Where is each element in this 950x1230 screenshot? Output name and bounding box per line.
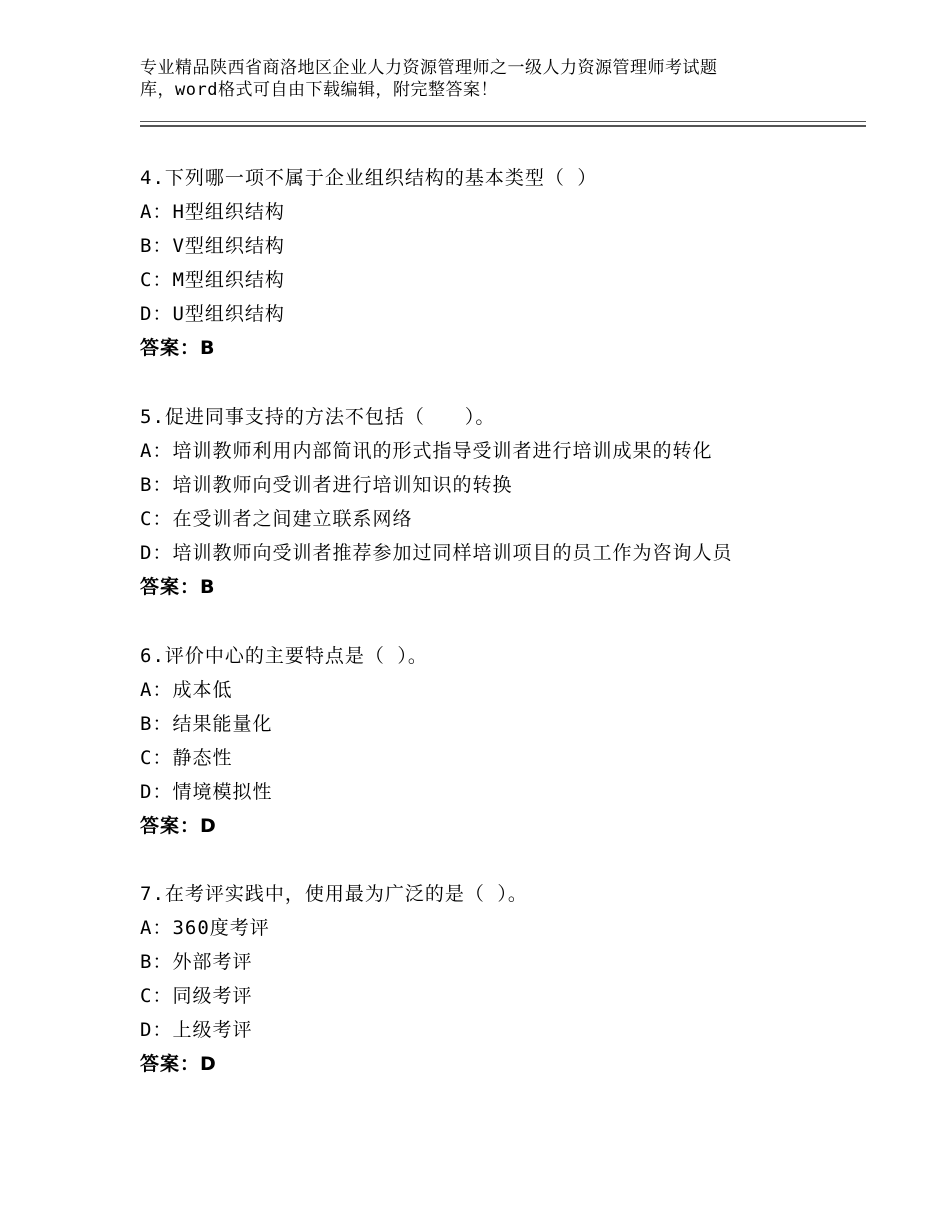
- answer-label: 答案：D: [140, 815, 217, 837]
- document-header: [140, 57, 840, 101]
- question-stem: 6.评价中心的主要特点是（ ）。: [140, 645, 428, 667]
- option-d: D：培训教师向受训者推荐参加过同样培训项目的员工作为咨询人员: [140, 542, 733, 564]
- option-d: D：情境模拟性: [140, 781, 273, 803]
- question-block-7: [140, 877, 880, 1081]
- option-c: C：静态性: [140, 747, 233, 769]
- option-a: A：H型组织结构: [140, 201, 285, 223]
- option-b: B：培训教师向受训者进行培训知识的转换: [140, 474, 513, 496]
- option-a: A：培训教师利用内部简讯的形式指导受训者进行培训成果的转化: [140, 440, 713, 462]
- option-c: C：在受训者之间建立联系网络: [140, 508, 413, 530]
- header-divider-thin: [140, 121, 866, 122]
- option-b: B：结果能量化: [140, 713, 273, 735]
- option-b: B：外部考评: [140, 951, 253, 973]
- question-stem: 4.下列哪一项不属于企业组织结构的基本类型（ ）: [140, 167, 598, 189]
- option-a: A：成本低: [140, 679, 233, 701]
- header-divider-thick: [140, 125, 866, 127]
- question-block-5: [140, 400, 880, 604]
- option-b: B：V型组织结构: [140, 235, 285, 257]
- option-d: D：上级考评: [140, 1019, 253, 1041]
- question-stem: 5.促进同事支持的方法不包括（ ）。: [140, 406, 496, 428]
- question-stem: 7.在考评实践中，使用最为广泛的是（ ）。: [140, 883, 528, 905]
- question-block-4: [140, 161, 880, 365]
- option-d: D：U型组织结构: [140, 303, 285, 325]
- option-c: C：同级考评: [140, 985, 253, 1007]
- question-block-6: [140, 639, 880, 843]
- answer-label: 答案：B: [140, 576, 216, 598]
- option-a: A：360度考评: [140, 917, 270, 939]
- answer-label: 答案：D: [140, 1053, 217, 1075]
- answer-label: 答案：B: [140, 337, 216, 359]
- option-c: C：M型组织结构: [140, 269, 285, 291]
- header-line-1: 专业精品陕西省商洛地区企业人力资源管理师之一级人力资源管理师考试题: [140, 58, 718, 78]
- header-line-2: 库，word格式可自由下载编辑，附完整答案！: [140, 80, 498, 100]
